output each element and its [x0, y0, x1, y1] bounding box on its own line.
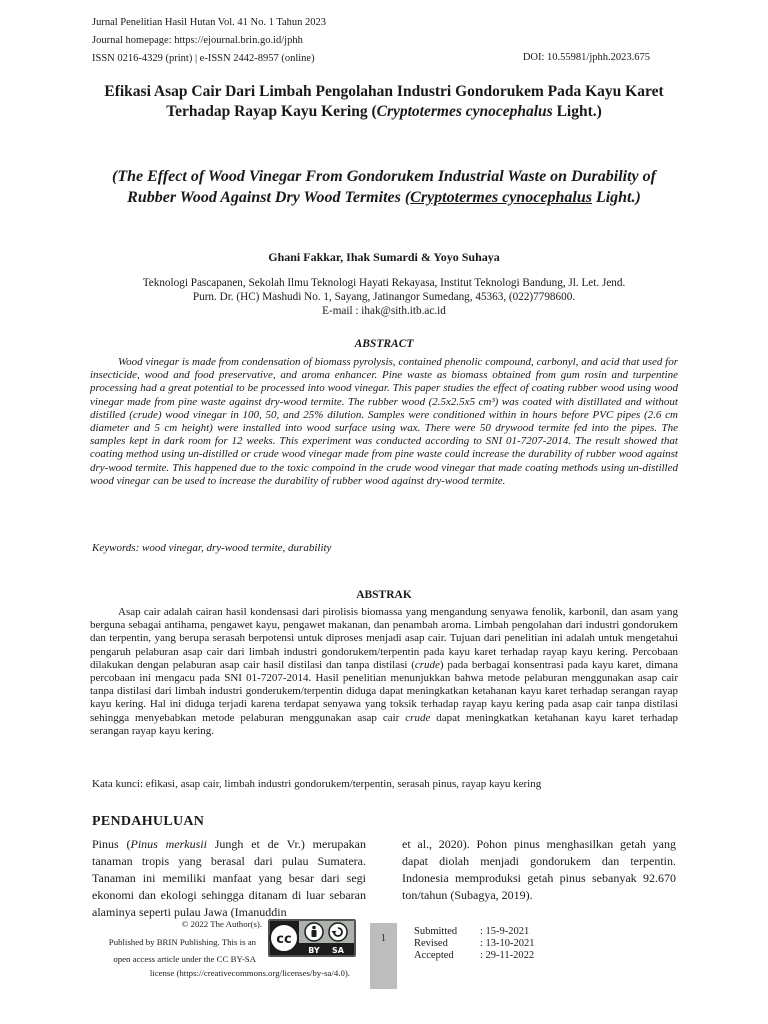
affiliation-line-2: Purn. Dr. (HC) Mashudi No. 1, Sayang, Jatinangor Sumedang, 45363, (022)7798600.	[192, 291, 576, 303]
page-number-box	[370, 923, 397, 989]
revised-value: : 13-10-2021	[480, 938, 535, 949]
footer-open-access: open access article under the CC BY-SA	[113, 954, 256, 964]
affiliation	[90, 276, 678, 318]
footer-license-url: license (https://creativecommons.org/licenses/by-sa/4.0).	[149, 968, 350, 978]
title-en-species: Cryptotermes cynocephalus	[410, 189, 592, 206]
intro-column-right: et al., 2020). Pohon pinus menghasilkan getah yang dapat diolah menjadi gondorukem dan terpentin. Indonesia memproduksi getah pinus sebanyak 92.670 ton/tahun (Subagya, 2019).	[402, 837, 676, 902]
abstrak-crude-1: crude	[414, 658, 440, 671]
accepted-date	[414, 950, 534, 962]
submitted-label: Submitted	[414, 926, 458, 937]
affiliation-line-1: Teknologi Pascapanen, Sekolah Ilmu Teknologi Hayati Rekayasa, Institut Teknologi Bandung, Jl. Let. Jend.	[142, 277, 626, 289]
footer-copyright: © 2022 The Author(s).	[181, 919, 262, 929]
title-english	[90, 166, 678, 208]
abstract-text	[90, 356, 678, 488]
submitted-value: : 15-9-2021	[480, 926, 530, 937]
title-en-main: (The Effect of Wood Vinegar From Gondorukem Industrial Waste on Durability of Rubber Wood Against Dry Wood Termites (	[112, 168, 656, 206]
journal-name: Jurnal Penelitian Hasil Hutan Vol. 41 No. 1 Tahun 2023	[92, 17, 327, 28]
sa-icon	[329, 923, 347, 941]
footer-publisher: Published by BRIN Publishing. This is an	[108, 937, 256, 947]
page-number: 1	[381, 933, 386, 944]
by-icon	[305, 923, 323, 941]
abstrak-part-2: ) pada berbagai konsentrasi pada kayu karet, dimana percobaan ini mengacu pada SNI 01-7207-2014. Hasil penelitian menunjukkan bahwa metode pelaburan menggunakan asap cair tanpa distilasi dari limbah industri gonderukem/terpentin diduga dapat meningkatkan ketahanan kayu karet terhadap serangan rayap kayu kering. Hal ini diduga terjadi karena terdapat senyawa yang toksik terhadap rayap kayu kering pada asap cair tanpa distilasi sehingga menyebabkan metode pelaburan menggunakan asap cair	[90, 658, 678, 724]
abstrak-keywords: Kata kunci: efikasi, asap cair, limbah industri gondorukem/terpentin, serasah pinus, rayap kayu kering	[92, 778, 542, 790]
cc-by-label: BY	[308, 946, 320, 955]
revised-label: Revised	[414, 938, 448, 949]
submitted-date	[414, 926, 529, 938]
abstrak-heading: ABSTRAK	[356, 589, 412, 601]
authors: Ghani Fakkar, Ihak Sumardi & Yoyo Suhaya	[268, 250, 500, 264]
abstract-keywords: Keywords: wood vinegar, dry-wood termite, durability	[92, 542, 332, 554]
abstrak-crude-2: crude	[405, 711, 431, 724]
doi: DOI: 10.55981/jphh.2023.675	[522, 52, 650, 63]
affiliation-email: E-mail : ihak@sith.itb.ac.id	[322, 305, 446, 317]
abstract-paragraph: Wood vinegar is made from condensation of biomass pyrolysis, contained phenolic compound, carbonyl, and acid that used for insecticide, wood and food preservative, and aroma enhancer. Pine waste as biomass obtained from gum rosin and turpentine processing had a great potential to be processed into wood vinegar. This paper studies the effect of coating rubber wood using wood vinegar made from pine waste against dry-wood termite. The rubber wood (2.5x2.5x5 cm³) was coated with distillated and without distilled (crude) wood vinegar in 100, 50, and 25% dilution. Samples were conditioned within in hours before PVC pipes (2.6 cm diameter and 5 cm height) were installed into wood surface using wax. There were 50 drywood termite fed into the pipes. The samples kept in dark room for 12 weeks. This experiment was conducted according to SNI 01-7207-2014. The result showed that coating method using un-distilled or crude wood vinegar made from pine waste could increase the durability of rubber wood against dry-wood termite. This happened due to the toxic compoind in the crude wood vinegar that made coating methods using un-distilled wood vinegar can be used to increase the durability of rubber wood against dry-wood termite.	[90, 356, 678, 487]
accepted-label: Accepted	[414, 950, 454, 961]
journal-homepage: Journal homepage: https://ejournal.brin.go.id/jphh	[92, 35, 303, 46]
intro-text-b: Jungh et de Vr.) merupakan tanaman tropis yang berasal dari pulau Sumatera. Tanaman ini memiliki manfaat yang besar dari segi ekonomi dan ekologi sehingga ditanam di luar sebaran alaminya seperti pulau Jawa (Imanuddin	[92, 837, 366, 919]
revised-date	[414, 938, 535, 950]
title-en-tail: Light.)	[591, 189, 641, 206]
section-heading-pendahuluan: PENDAHULUAN	[92, 814, 205, 829]
abstract-heading: ABSTRACT	[354, 338, 414, 350]
abstrak-part-3: dapat meningkatkan ketahanan kayu karet terhadap serangan rayap kayu kering.	[90, 711, 678, 737]
intro-text-a: Pinus (	[92, 837, 131, 851]
cc-sa-label: SA	[332, 946, 344, 955]
svg-text:cc: cc	[276, 932, 292, 947]
cc-by-sa-badge[interactable]	[268, 919, 356, 957]
abstrak-text	[90, 606, 678, 738]
journal-issn: ISSN 0216-4329 (print) | e-ISSN 2442-8957 (online)	[92, 53, 315, 64]
title-indonesian	[90, 82, 678, 122]
accepted-value: : 29-11-2022	[480, 950, 535, 961]
title-id-main: Efikasi Asap Cair Dari Limbah Pengolahan Industri Gondorukem Pada Kayu Karet Terhadap Rayap Kayu Kering (	[104, 83, 664, 120]
title-id-tail: Light.)	[552, 103, 602, 120]
intro-species: Pinus merkusii	[130, 837, 207, 851]
abstrak-part-1: Asap cair adalah cairan hasil kondensasi dari pirolisis biomassa yang mengandung senyawa fenolik, karbonil, dan asam yang berguna sebagai antihama, pengawet kayu, pengawet makanan, dan penambah aroma. Limbah pengolahan dari industri gondorukem dan terpentin, yang berupa serasah berpotensi untuk diproses menjadi asap cair. Tujuan dari penelitian ini adalah untuk mengetahui pengaruh pelaburan asap cair dari limbah industri gondorukem/terpentin pada kayu karet terhadap rayap kayu kering. Percobaan dilakukan dengan pelaburan asap cair hasil distilasi dan tanpa distilasi (	[90, 606, 678, 671]
title-id-species: Cryptotermes cynocephalus	[376, 103, 553, 120]
intro-column-left	[92, 836, 366, 922]
abstrak-paragraph	[90, 606, 678, 738]
cc-icon	[270, 924, 298, 952]
